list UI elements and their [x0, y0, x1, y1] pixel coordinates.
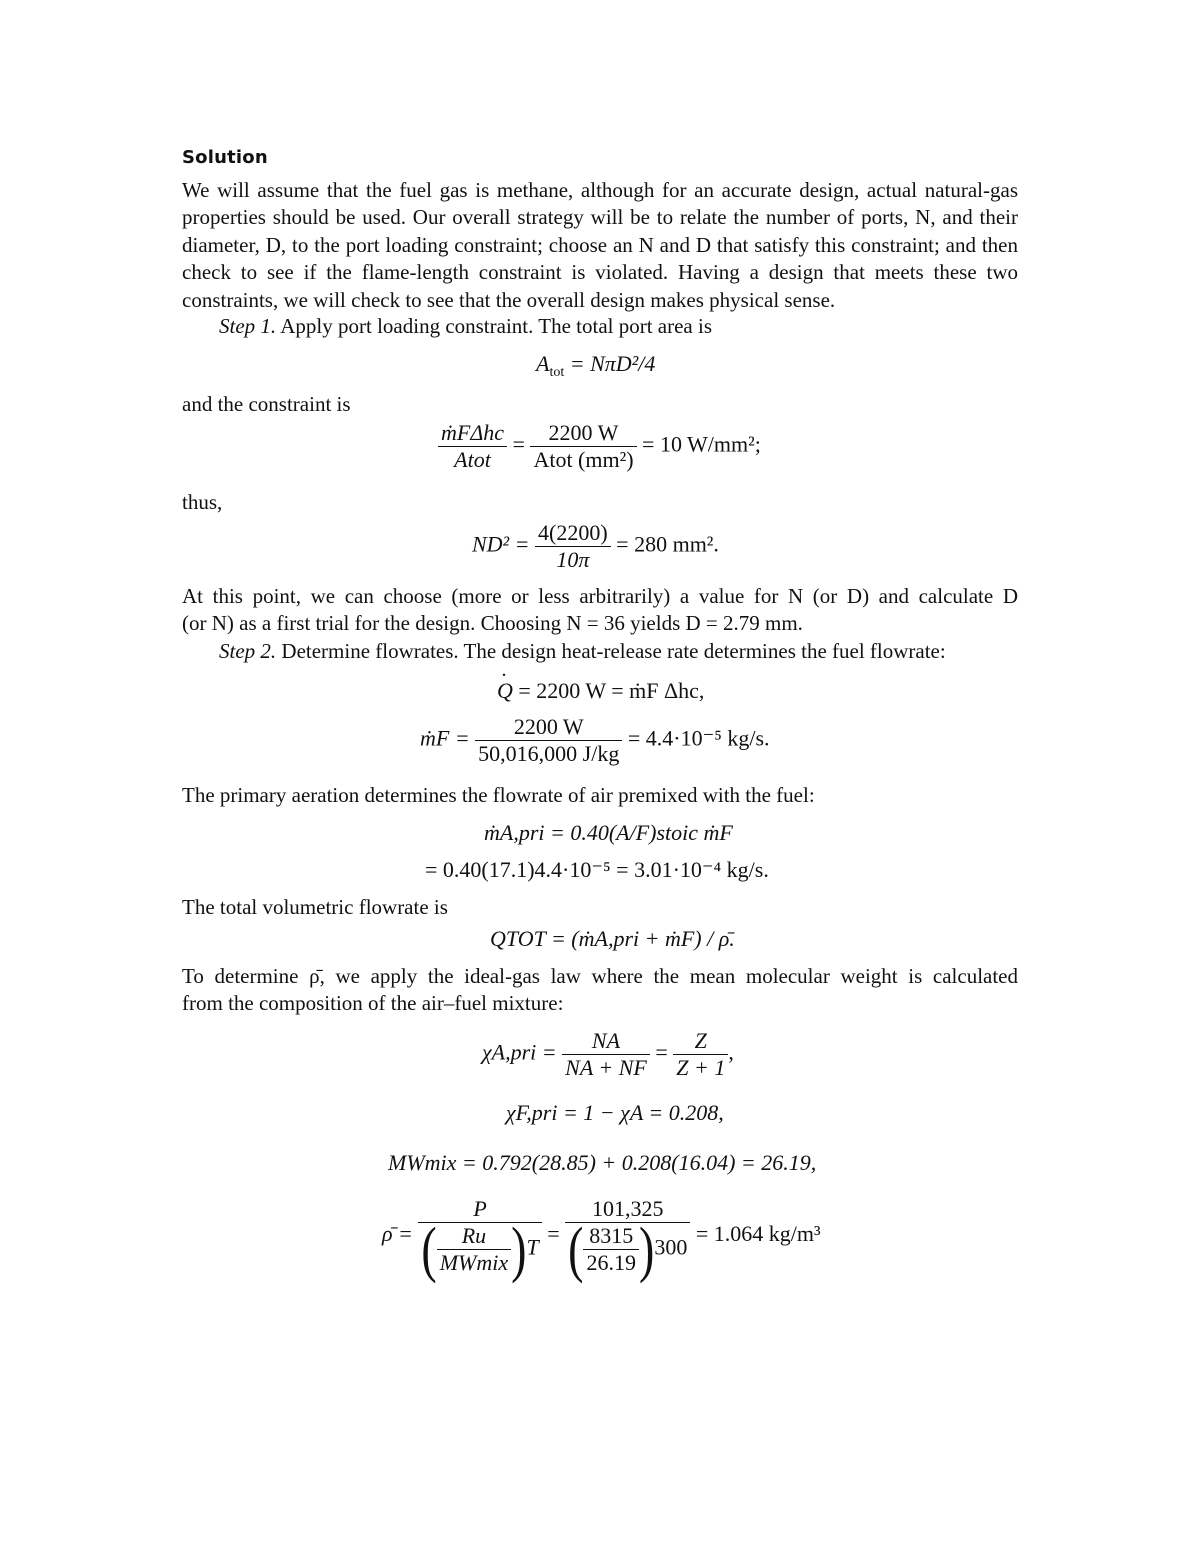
step2-label: Step 2.: [219, 639, 277, 663]
q-rhs: = 2200 W = ṁF Δhc,: [518, 678, 705, 703]
frac-num: 8315: [583, 1223, 639, 1250]
rho-intro-line-2: from the composition of the air–fuel mixture:: [182, 991, 564, 1015]
fraction-heat-flux: [438, 420, 507, 473]
equation-chi-f: χF,pri = 1 − χA = 0.208,: [506, 1100, 724, 1125]
frac-num: P: [418, 1196, 541, 1223]
frac-num: 4(2200): [535, 520, 611, 547]
temperature-symbol: T: [526, 1234, 539, 1260]
equation-fuel-flowrate: [420, 714, 770, 767]
frac-den: MWmix: [439, 1250, 509, 1275]
q-dot-symbol: . Q: [497, 678, 513, 704]
rho-intro-line-1: To determine ρ̄, we apply the ideal-gas law where the mean molecular weight is calculated: [182, 964, 1018, 988]
area-lhs: A: [536, 351, 550, 376]
frac-den: ( $\frac{Ru}{\text{MWmix}}$ )T: [421, 1214, 539, 1284]
frac-num: 2200 W: [530, 420, 636, 447]
fraction-chi-a-1: [562, 1028, 650, 1081]
frac-den: ( $\frac{8315}{26.19}$ )300: [568, 1214, 688, 1284]
frac-num: 101,325: [565, 1196, 690, 1223]
step1-line: [219, 314, 712, 339]
frac-num: Z: [673, 1028, 728, 1055]
intro-paragraph: We will assume that the fuel gas is methane, although for an accurate design, actual natural-gas properties should be used. Our overall strategy will be to relate the number of ports, N, and their diameter, D, to the port loading constraint; choose an N and D that satisfy this constraint; and then check to see if the flame-length constraint is violated. Having a design that meets these two constraints, we will check to see that the overall design makes physical sense.: [182, 178, 1018, 312]
fraction-nd: [535, 520, 611, 573]
area-rhs: = NπD²/4: [569, 351, 656, 376]
equation-nd2: [472, 520, 719, 573]
fraction-ru-mw: [437, 1223, 511, 1276]
equation-total-area: [536, 351, 655, 381]
step2-line: [219, 639, 946, 664]
mf-rhs: = 4.4·10⁻⁵ kg/s.: [627, 725, 770, 751]
fraction-rho-symbolic: [418, 1196, 541, 1284]
temperature-value: 300: [654, 1234, 688, 1260]
frac-num: 2200 W: [475, 714, 622, 741]
frac-den: 26.19: [586, 1250, 636, 1275]
frac-den: Atot (mm²): [533, 447, 634, 472]
frac-den: NA + NF: [565, 1055, 647, 1080]
nd-lhs: ND² =: [472, 531, 530, 557]
frac-den: Atot: [454, 447, 491, 472]
nd-rhs: = 280 mm².: [616, 531, 719, 557]
equation-port-loading: $\frac{\text{ṁFΔhc}}{\text{Atot}}$ = $\frac{2200 W}{\text{Atot (mm²)}}$ = 10 W/mm²;: [438, 420, 761, 473]
primary-aeration-intro: The primary aeration determines the flowrate of air premixed with the fuel:: [182, 783, 815, 807]
area-sub: tot: [549, 365, 565, 380]
equation-density: ρ̄ = P ( $\frac{Ru}{\text{MWmix}}$ )T = 101,325 ( $\frac{8315}{26.19}$ )300 = 1.064 kg/m³: [382, 1196, 821, 1284]
constraint-intro: and the constraint is: [182, 392, 351, 416]
rho-lhs: ρ̄ =: [382, 1221, 413, 1247]
frac-num: Ru: [437, 1223, 511, 1250]
step2-text: Determine flowrates. The design heat-release rate determines the fuel flowrate:: [281, 639, 946, 663]
total-flow-intro: The total volumetric flowrate is: [182, 895, 448, 919]
equation-chi-a: χA,pri = $\frac{NA}{NA + NF}$ = $\frac{Z}{Z + 1}$ ,: [482, 1028, 734, 1080]
section-heading: Solution: [182, 147, 268, 168]
choice-line-1: At this point, we can choose (more or less arbitrarily) a value for N (or D) and calculate D: [182, 584, 1018, 608]
equation-mw-mix: MWmix = 0.792(28.85) + 0.208(16.04) = 26.19,: [388, 1150, 817, 1175]
fraction-2200: [530, 420, 636, 473]
equation-heat-release: [497, 678, 704, 704]
thus-label: thus,: [182, 490, 223, 514]
equation-air-flow-2: = 0.40(17.1)4.4·10⁻⁵ = 3.01·10⁻⁴ kg/s.: [425, 857, 769, 882]
fraction-rho-numeric: [565, 1196, 690, 1284]
fraction-8315: [583, 1223, 639, 1276]
mf-lhs: ṁF =: [420, 725, 470, 751]
chi-a-lhs: χA,pri =: [482, 1039, 557, 1065]
constraint-rhs: = 10 W/mm²;: [642, 431, 761, 457]
frac-den: 50,016,000 J/kg: [478, 741, 620, 766]
frac-den: Z + 1: [676, 1055, 726, 1080]
frac-num: NA: [562, 1028, 650, 1055]
step1-label: Step 1.: [219, 314, 277, 338]
step1-text: Apply port loading constraint. The total port area is: [280, 314, 713, 338]
frac-num: ṁFΔhc: [438, 420, 507, 447]
rho-rhs: = 1.064 kg/m³: [695, 1221, 821, 1247]
equation-total-flow: QTOT = (ṁA,pri + ṁF) / ρ̄.: [490, 926, 735, 951]
choice-line-2: (or N) as a first trial for the design. Choosing N = 36 yields D = 2.79 mm.: [182, 611, 803, 635]
equation-air-flow-1: ṁA,pri = 0.40(A/F)stoic ṁF: [484, 820, 733, 845]
frac-den: 10π: [556, 547, 590, 572]
fraction-mf: [475, 714, 622, 767]
fraction-chi-a-2: [673, 1028, 728, 1081]
